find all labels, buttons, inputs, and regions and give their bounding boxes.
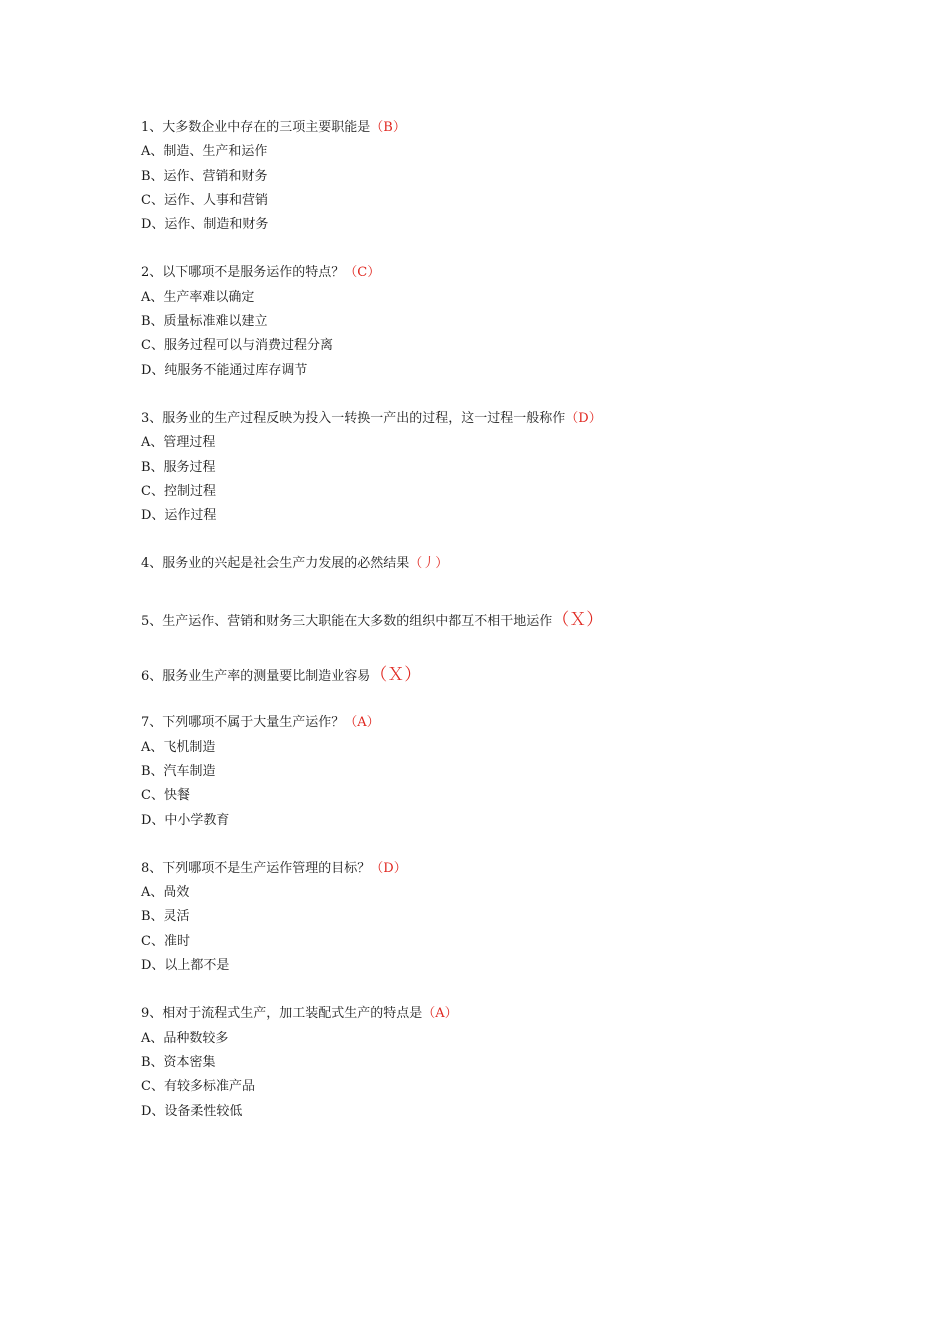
question-stem	[141, 857, 841, 881]
question-text: 3、服务业的生产过程反映为投入一转换一产出的过程，这一过程一般称作	[141, 410, 566, 426]
answer-mark: （丿）	[409, 556, 449, 572]
option: A、管理过程	[141, 435, 216, 451]
question-text: 2、以下哪项不是服务运作的特点？	[141, 265, 345, 281]
document-page	[141, 116, 841, 1148]
option: A、品种数较多	[141, 1030, 229, 1046]
question-3	[141, 407, 841, 528]
option: D、运作过程	[141, 508, 217, 524]
option: C、运作、人事和营销	[141, 192, 268, 208]
option: A、生产率难以确定	[141, 289, 255, 305]
question-text: 5、生产运作、营销和财务三大职能在大多数的组织中都互不相干地运作	[141, 613, 553, 629]
question-stem	[141, 1002, 841, 1026]
option: B、资本密集	[141, 1054, 216, 1070]
option: A、飞机制造	[141, 739, 216, 755]
option: B、质量标准难以建立	[141, 314, 268, 330]
question-stem	[141, 663, 841, 687]
question-stem	[141, 407, 841, 431]
option: D、纯服务不能通过库存调节	[141, 362, 308, 378]
question-6	[141, 663, 841, 687]
answer-mark: （C）	[344, 265, 381, 281]
question-9	[141, 1002, 841, 1123]
option: A、咼效	[141, 885, 190, 901]
option: C、准时	[141, 933, 190, 949]
question-text: 6、服务业生产率的测量要比制造业容易	[141, 669, 371, 685]
option: D、中小学教育	[141, 812, 230, 828]
option: D、以上都不是	[141, 958, 230, 974]
question-text: 4、服务业的兴起是社会生产力发展的必然结果	[141, 556, 410, 572]
option: B、运作、营销和财务	[141, 168, 268, 184]
answer-mark: （D）	[370, 860, 407, 876]
question-text: 1、大多数企业中存在的三项主要职能是	[141, 120, 371, 135]
answer-mark: （Ｘ）	[552, 609, 604, 630]
option: C、控制过程	[141, 483, 216, 499]
option: C、有较多标准产品	[141, 1079, 255, 1095]
answer-mark: （Ｘ）	[370, 665, 422, 686]
question-stem	[141, 608, 841, 632]
question-8	[141, 857, 841, 978]
question-7	[141, 711, 841, 832]
question-text: 8、下列哪项不是生产运作管理的目标？	[141, 860, 371, 876]
answer-mark: （A）	[344, 715, 380, 731]
question-4	[141, 552, 841, 576]
question-stem	[141, 711, 841, 735]
question-1	[141, 116, 841, 237]
question-2	[141, 261, 841, 382]
question-stem	[141, 261, 841, 285]
question-text: 9、相对于流程式生产，加工装配式生产的特点是	[141, 1006, 423, 1022]
option: C、服务过程可以与消费过程分离	[141, 338, 333, 354]
option: D、设备柔性较低	[141, 1103, 243, 1119]
answer-mark: （D）	[565, 410, 602, 426]
question-5	[141, 608, 841, 632]
option: C、快餐	[141, 788, 190, 804]
answer-mark: （A）	[422, 1006, 458, 1022]
question-stem	[141, 552, 841, 576]
question-stem	[141, 116, 841, 140]
option: D、运作、制造和财务	[141, 217, 269, 233]
question-text: 7、下列哪项不属于大量生产运作？	[141, 715, 345, 731]
option: A、制造、生产和运作	[141, 144, 268, 160]
option: B、汽车制造	[141, 763, 216, 779]
answer-mark: （B）	[370, 120, 406, 135]
option: B、服务过程	[141, 459, 216, 475]
option: B、灵活	[141, 909, 190, 925]
